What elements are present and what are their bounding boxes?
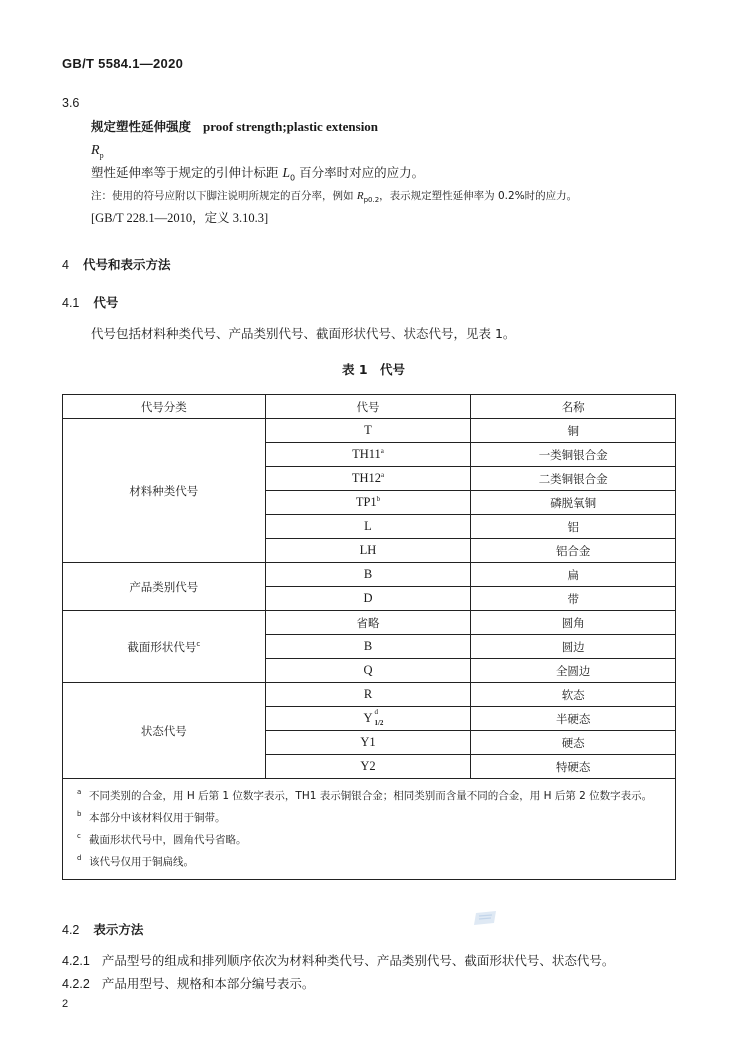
code-cell: R [265,683,471,707]
section-4-2-heading: 4.2 表示方法 [62,922,144,937]
code-cell: LH [265,539,471,563]
category-cell: 材料种类代号 [63,419,266,563]
term-note: 注：使用的符号应附以下脚注说明所规定的百分率，例如 $R_{p0.2}$，表示规定塑性延伸率为 0.2%时的应力。 [91,190,578,205]
name-cell: 一类铜银合金 [471,443,676,467]
header-name: 名称 [471,395,676,419]
name-cell: 圆角 [471,611,676,635]
table-caption: 表 1 代号 [341,362,406,377]
table-row [63,419,676,443]
section-4-1-text: 代号包括材料种类代号、产品类别代号、截面形状代号、状态代号，见表 1。 [91,326,516,341]
table-footnotes [63,779,676,880]
category-cell: 截面形状代号$^c$ [63,611,266,683]
code-cell: Y2 [265,755,471,779]
term-en: proof strength;plastic extension [203,119,379,134]
page-number: 2 [62,998,69,1010]
name-cell: 磷脱氧铜 [471,491,676,515]
name-cell: 铝 [471,515,676,539]
clause-4-2-2: 4.2.2 产品用型号、规格和本部分编号表示。 [62,976,315,991]
codes-table [62,394,676,880]
code-cell: D [265,587,471,611]
standard-header: GB/T 5584.1—2020 [62,56,184,71]
code-cell: TP1$^b$ [265,491,471,515]
code-cell: Y d 1/2 [265,707,471,731]
code-cell: B [265,635,471,659]
section-4-1-heading: 4.1 代号 [62,295,119,310]
term-title [91,117,378,135]
term-cn: 规定塑性延伸强度 [91,119,192,134]
name-cell: 特硬态 [471,755,676,779]
category-cell: 状态代号 [63,683,266,779]
code-cell: B [265,563,471,587]
sac-logo-icon [473,910,499,926]
term-source: [GB/T 228.1—2010，定义 3.10.3] [91,211,269,225]
name-cell: 带 [471,587,676,611]
header-category: 代号分类 [63,395,266,419]
table-header-row [63,395,676,419]
section-4-heading: 4 代号和表示方法 [62,257,171,272]
code-cell: TH11$^a$ [265,443,471,467]
code-cell: T [265,419,471,443]
code-cell: 省略 [265,611,471,635]
table-footnotes-row [63,779,676,880]
name-cell: 全圆边 [471,659,676,683]
code-cell: Q [265,659,471,683]
table-row [63,611,676,635]
name-cell: 铜 [471,419,676,443]
name-cell: 二类铜银合金 [471,467,676,491]
section-3-6-number: 3.6 [62,96,80,110]
name-cell: 软态 [471,683,676,707]
name-cell: 扁 [471,563,676,587]
footnote: a 不同类别的合金，用 H 后第 1 位数字表示，TH1 表示铜银合金；相同类别而含量不同的合金，用 H 后第 2 位数字表示。 [77,788,653,802]
term-definition: 塑性延伸率等于规定的引伸计标距 $L_0$ 百分率时对应的应力。 [91,165,425,183]
name-cell: 半硬态 [471,707,676,731]
name-cell: 铝合金 [471,539,676,563]
table-row [63,563,676,587]
footnote: c 截面形状代号中，圆角代号省略。 [77,832,247,846]
clause-4-2-1: 4.2.1 产品型号的组成和排列顺序依次为材料种类代号、产品类别代号、截面形状代号、状态代号。 [62,953,615,968]
code-cell: Y1 [265,731,471,755]
name-cell: 硬态 [471,731,676,755]
name-cell: 圆边 [471,635,676,659]
term-symbol: $R_p$ [91,143,104,160]
header-code: 代号 [265,395,471,419]
category-cell: 产品类别代号 [63,563,266,611]
footnote: b 本部分中该材料仅用于铜带。 [77,810,226,824]
footnote: d 该代号仅用于铜扁线。 [77,854,194,868]
code-cell: TH12$^a$ [265,467,471,491]
table-row [63,683,676,707]
code-cell: L [265,515,471,539]
